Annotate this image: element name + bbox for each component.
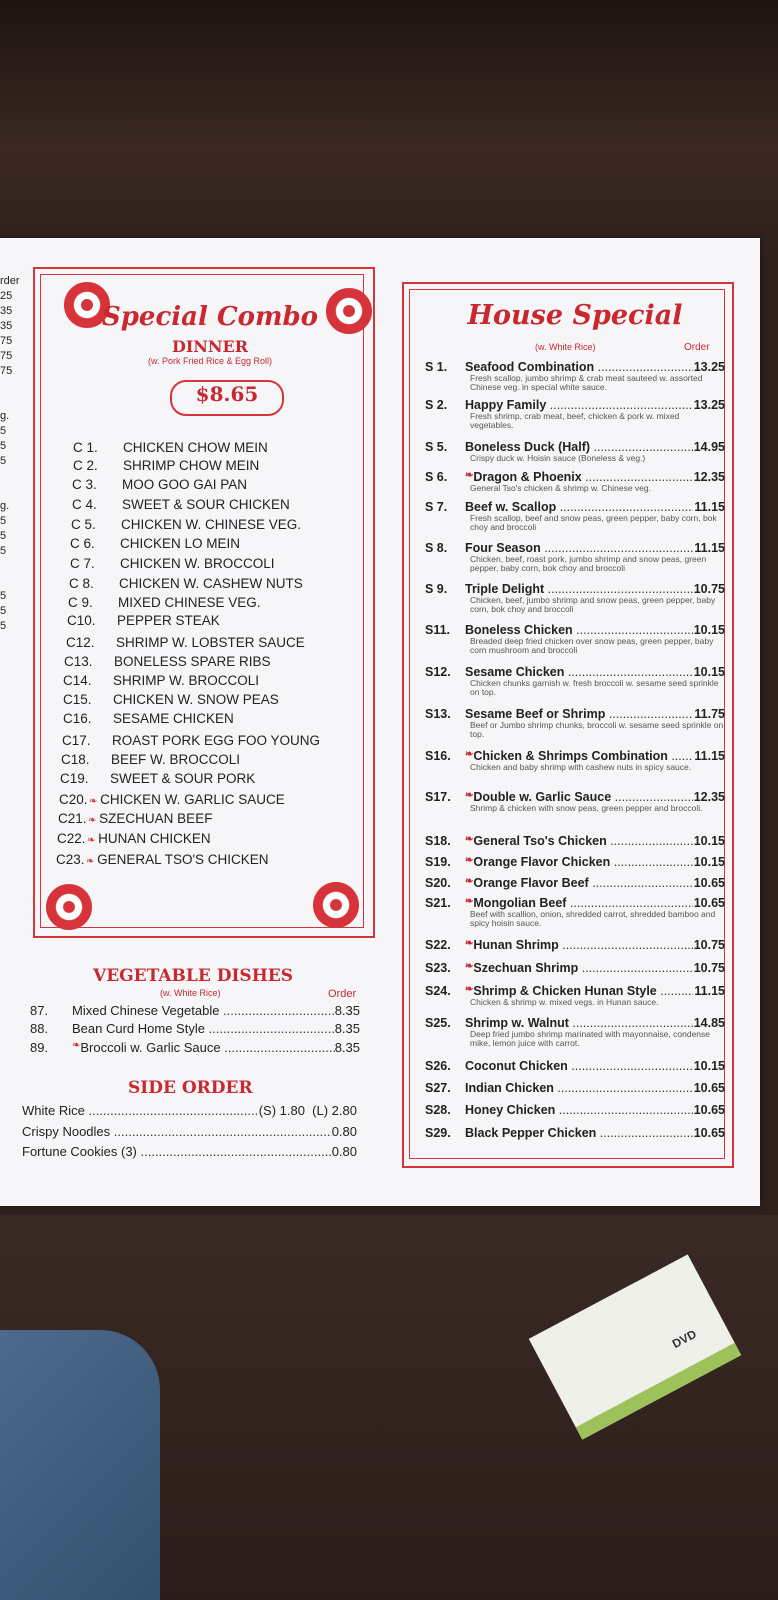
vegetable-item <box>30 1040 360 1055</box>
combo-item-name: CHICKEN W. SNOW PEAS <box>113 692 279 707</box>
house-item-price: 14.85 <box>693 1016 725 1030</box>
flower-ornament-icon <box>313 882 359 928</box>
chili-pepper-icon: ❧ <box>465 984 474 995</box>
house-item-price: 10.65 <box>693 1103 725 1117</box>
house-item-description: Shrimp & chicken with snow peas, green pepper and broccoli. <box>470 803 703 813</box>
house-item-name: Shrimp & Chicken Hunan Style ..... <box>473 984 693 998</box>
house-item <box>425 876 725 890</box>
house-item-name: Orange Flavor Beef ..... <box>473 876 692 890</box>
edge-fragment: 5 <box>0 425 7 437</box>
house-item <box>425 896 725 928</box>
house-item-code: S13. <box>425 707 451 721</box>
house-item-code: S 8. <box>425 541 448 555</box>
house-item-price: 10.75 <box>693 582 725 596</box>
house-item-header <box>425 665 725 679</box>
house-item-name: Boneless Duck (Half) ..... <box>465 440 693 454</box>
combo-item <box>63 711 234 726</box>
combo-item-code: C22. <box>57 831 86 846</box>
house-item <box>425 398 725 430</box>
left-page-fragment <box>0 275 20 635</box>
house-item-header <box>425 1103 725 1117</box>
combo-item-name: CHICKEN W. GARLIC SAUCE <box>100 792 285 807</box>
house-item-name: Honey Chicken ..... <box>465 1103 693 1117</box>
edge-fragment: 75 <box>0 350 13 362</box>
edge-fragment <box>0 395 20 410</box>
combo-item-name: GENERAL TSO'S CHICKEN <box>97 852 269 867</box>
house-item-name: Orange Flavor Chicken ..... <box>473 855 692 869</box>
edge-fragment: 5 <box>0 530 7 542</box>
combo-item <box>67 613 220 628</box>
house-item <box>425 790 725 813</box>
side-item-name: White Rice ..... <box>22 1103 259 1118</box>
house-item-description: Deep fried jumbo shrimp marinated with mayonnaise, condense mike, lemon juice with carrot. <box>470 1029 711 1048</box>
combo-item-code: C17. <box>62 733 91 748</box>
edge-fragment: 5 <box>0 545 7 557</box>
house-item <box>425 938 725 952</box>
chili-pepper-icon: ❧ <box>465 961 474 972</box>
house-item-code: S 5. <box>425 440 448 454</box>
house-item <box>425 582 725 614</box>
house-item-code: S 7. <box>425 500 448 514</box>
house-item-name: Seafood Combination ..... <box>465 360 693 374</box>
combo-item <box>73 458 259 473</box>
house-item <box>425 500 725 532</box>
chili-pepper-icon: ❧ <box>72 1040 81 1051</box>
house-item-code: S16. <box>425 749 451 763</box>
house-item-price: 10.75 <box>693 938 725 952</box>
combo-item-code: C 3. <box>72 477 97 492</box>
combo-item-code: C20. <box>59 792 88 807</box>
house-item-code: S20. <box>425 876 451 890</box>
combo-item-code: C16. <box>63 711 92 726</box>
house-item-code: S 6. <box>425 470 448 484</box>
edge-fragment: 75 <box>0 365 13 377</box>
house-item-code: S27. <box>425 1081 451 1095</box>
house-order-label: Order <box>684 342 710 353</box>
house-item <box>425 1081 725 1095</box>
house-item-code: S11. <box>425 623 451 637</box>
house-item-name: Mongolian Beef ..... <box>473 896 692 910</box>
house-item-header <box>425 938 725 952</box>
edge-fragment: 35 <box>0 305 13 317</box>
combo-item-name: SHRIMP W. LOBSTER SAUCE <box>116 635 305 650</box>
edge-fragment: 25 <box>0 290 13 302</box>
house-item <box>425 834 725 848</box>
chili-pepper-icon: ❧ <box>465 470 474 481</box>
jeans-fabric <box>0 1330 160 1600</box>
side-item-price: (S) 1.80 (L) 2.80 <box>258 1103 357 1118</box>
house-item <box>425 961 725 975</box>
edge-fragment: 5 <box>0 455 7 467</box>
house-item-description: General Tso's chicken & shrimp w. Chinese veg. <box>470 483 651 493</box>
combo-item-code: C21. <box>58 811 87 826</box>
combo-item-code: C18. <box>61 752 90 767</box>
house-item-header <box>425 855 725 869</box>
edge-fragment: 75 <box>0 335 13 347</box>
house-item-header <box>425 1081 725 1095</box>
house-item-name: Szechuan Shrimp ..... <box>473 961 692 975</box>
house-item <box>425 541 725 573</box>
combo-includes: (w. Pork Fried Rice & Egg Roll) <box>147 356 273 366</box>
combo-item <box>71 517 301 532</box>
house-item-code: S25. <box>425 1016 451 1030</box>
house-item-name: Boneless Chicken ..... <box>465 623 693 637</box>
house-item <box>425 707 725 739</box>
house-item-description: Chicken & shrimp w. mixed vegs. in Hunan sauce. <box>470 997 659 1007</box>
house-item-price: 10.75 <box>693 961 725 975</box>
combo-item-name: PEPPER STEAK <box>117 613 220 628</box>
house-item-code: S17. <box>425 790 451 804</box>
house-item-name: Beef w. Scallop ..... <box>465 500 693 514</box>
house-item-price: 12.35 <box>693 470 725 484</box>
house-item-name: Coconut Chicken ..... <box>465 1059 693 1073</box>
combo-item-name: CHICKEN CHOW MEIN <box>123 440 268 455</box>
house-item-header <box>425 961 725 975</box>
house-item-price: 10.65 <box>693 1126 725 1140</box>
combo-item <box>59 792 285 807</box>
house-title: House Special <box>467 300 683 331</box>
combo-item <box>73 440 268 455</box>
combo-item-name: CHICKEN W. CASHEW NUTS <box>119 576 303 591</box>
side-item-price: 0.80 <box>331 1144 357 1159</box>
vegetable-item-price: 8.35 <box>334 1021 360 1036</box>
house-item-code: S21. <box>425 896 451 910</box>
house-item-name: Indian Chicken ..... <box>465 1081 693 1095</box>
vegetable-item-name: Mixed Chinese Vegetable ..... <box>72 1003 335 1018</box>
flower-ornament-icon <box>46 884 92 930</box>
vegetable-item-number: 88. <box>30 1021 49 1036</box>
house-item-code: S22. <box>425 938 451 952</box>
combo-item-name: BONELESS SPARE RIBS <box>114 654 271 669</box>
combo-item-name: SWEET & SOUR PORK <box>110 771 256 786</box>
chili-pepper-icon: ❧ <box>86 856 98 867</box>
house-item <box>425 1126 725 1140</box>
vegetable-title: VEGETABLE DISHES <box>93 966 293 986</box>
vegetable-order-label: Order <box>328 988 357 1000</box>
combo-item-code: C 2. <box>73 458 98 473</box>
combo-item <box>70 536 240 551</box>
edge-fragment <box>0 485 20 500</box>
edge-fragment: 35 <box>0 320 13 332</box>
combo-item-code: C 6. <box>70 536 95 551</box>
chili-pepper-icon: ❧ <box>465 790 474 801</box>
house-item-code: S18. <box>425 834 451 848</box>
combo-item <box>72 497 290 512</box>
edge-fragment: 5 <box>0 620 7 632</box>
combo-item-name: CHICKEN W. BROCCOLI <box>120 556 275 571</box>
vegetable-note: (w. White Rice) <box>160 988 221 998</box>
house-item-description: Beef with scallion, onion, shredded carrot, shredded bamboo and spicy hoisin sauce. <box>470 909 716 928</box>
combo-item-name: SWEET & SOUR CHICKEN <box>122 497 290 512</box>
side-item <box>22 1124 357 1139</box>
house-item-code: S12. <box>425 665 451 679</box>
house-item-code: S19. <box>425 855 451 869</box>
house-item-price: 14.95 <box>693 440 725 454</box>
house-item <box>425 440 725 463</box>
combo-item <box>70 556 275 571</box>
combo-item-code: C 1. <box>73 440 98 455</box>
house-item <box>425 855 725 869</box>
edge-fragment: rder <box>0 275 20 287</box>
combo-item <box>66 635 305 650</box>
house-item-header <box>425 834 725 848</box>
house-item-header <box>425 398 725 412</box>
chili-pepper-icon: ❧ <box>88 815 100 826</box>
combo-item <box>69 576 303 591</box>
house-item <box>425 1103 725 1117</box>
house-item-price: 10.65 <box>693 876 725 890</box>
combo-item-name: CHICKEN LO MEIN <box>120 536 241 551</box>
house-item-price: 11.15 <box>694 500 725 514</box>
house-item <box>425 623 725 655</box>
house-item-price: 13.25 <box>693 398 725 412</box>
edge-fragment <box>0 470 20 485</box>
house-item-header <box>425 1059 725 1073</box>
house-item-name: Chicken & Shrimps Combination ..... <box>473 749 693 763</box>
house-item-name: General Tso's Chicken ..... <box>473 834 692 848</box>
house-item-price: 11.75 <box>694 707 725 721</box>
house-item-price: 12.35 <box>693 790 725 804</box>
chili-pepper-icon: ❧ <box>89 796 101 807</box>
house-item <box>425 1059 725 1073</box>
house-item-price: 10.65 <box>693 896 725 910</box>
house-item-price: 10.65 <box>693 1081 725 1095</box>
house-item-code: S 1. <box>425 360 448 374</box>
house-item-code: S28. <box>425 1103 451 1117</box>
side-item-name: Fortune Cookies (3) ..... <box>22 1144 332 1159</box>
house-item-price: 10.15 <box>693 623 725 637</box>
combo-item <box>63 673 259 688</box>
combo-price-badge: $8.65 <box>170 380 284 416</box>
chili-pepper-icon: ❧ <box>465 876 474 887</box>
house-item-name: Hunan Shrimp ..... <box>473 938 692 952</box>
house-item-name: Shrimp w. Walnut ..... <box>465 1016 693 1030</box>
house-item-header <box>425 360 725 374</box>
house-item-name: Dragon & Phoenix ..... <box>473 470 692 484</box>
house-item-header <box>425 984 725 998</box>
combo-item-name: SESAME CHICKEN <box>113 711 234 726</box>
chili-pepper-icon: ❧ <box>465 834 474 845</box>
house-item-price: 10.15 <box>693 1059 725 1073</box>
combo-item-name: SHRIMP CHOW MEIN <box>123 458 260 473</box>
combo-item-code: C15. <box>63 692 92 707</box>
combo-item-code: C 4. <box>72 497 97 512</box>
vegetable-item-price: 8.35 <box>334 1040 360 1055</box>
house-item-description: Fresh shrimp, crab meat, beef, chicken & pork w. mixed vegetables. <box>470 411 680 430</box>
house-item-name: Happy Family ..... <box>465 398 693 412</box>
house-item-description: Fresh scallop, jumbo shrimp & crab meat sauteed w. assorted Chinese veg. in special white sauce. <box>470 373 703 392</box>
combo-item <box>57 831 211 846</box>
combo-item-name: MOO GOO GAI PAN <box>122 477 248 492</box>
house-item-header <box>425 896 725 910</box>
combo-item <box>63 692 279 707</box>
combo-item-code: C14. <box>63 673 92 688</box>
edge-fragment: g. <box>0 410 10 422</box>
house-item-name: Sesame Beef or Shrimp ..... <box>465 707 693 721</box>
house-item-description: Chicken, beef, roast pork, jumbo shrimp and snow peas, green pepper, baby corn, bok choy and broccoli <box>470 554 707 573</box>
house-item-header <box>425 623 725 637</box>
combo-item-code: C 5. <box>71 517 96 532</box>
house-item-code: S 9. <box>425 582 448 596</box>
house-item-name: Black Pepper Chicken ..... <box>465 1126 693 1140</box>
house-item-code: S 2. <box>425 398 448 412</box>
house-item-header <box>425 1016 725 1030</box>
chili-pepper-icon: ❧ <box>465 749 474 760</box>
combo-item <box>61 752 240 767</box>
edge-fragment: g. <box>0 500 10 512</box>
house-item-code: S26. <box>425 1059 451 1073</box>
house-item-description: Chicken chunks garnish w. fresh broccoli w. sesame seed sprinkle on top. <box>470 678 719 697</box>
background-top <box>0 0 778 250</box>
vegetable-item <box>30 1003 360 1018</box>
house-item-header <box>425 1126 725 1140</box>
vegetable-item-number: 89. <box>30 1040 49 1055</box>
edge-fragment <box>0 560 20 575</box>
vegetable-item-price: 8.35 <box>334 1003 360 1018</box>
house-item-header <box>425 790 725 804</box>
combo-item-code: C19. <box>60 771 89 786</box>
house-item <box>425 984 725 1007</box>
combo-item-name: ROAST PORK EGG FOO YOUNG <box>112 733 321 748</box>
edge-fragment: 5 <box>0 605 7 617</box>
house-item-price: 11.15 <box>694 749 725 763</box>
combo-item-code: C13. <box>64 654 93 669</box>
house-item <box>425 749 725 772</box>
house-item-header <box>425 470 725 484</box>
combo-title: Special Combo <box>101 302 319 332</box>
house-item-header <box>425 541 725 555</box>
side-item <box>22 1144 357 1159</box>
house-item-description: Fresh scallop, beef and snow peas, green pepper, baby corn, bok choy and broccoli <box>470 513 717 532</box>
house-item-name: Triple Delight ..... <box>465 582 693 596</box>
house-item-description: Chicken, beef, jumbo shrimp and snow peas, green pepper, baby corn, bok choy and broccoli <box>470 595 716 614</box>
house-item <box>425 470 725 493</box>
house-item-name: Four Season ..... <box>465 541 693 555</box>
combo-item-code: C 7. <box>70 556 95 571</box>
house-item-description: Crispy duck w. Hoisin sauce (Boneless & veg.) <box>470 453 646 463</box>
chili-pepper-icon: ❧ <box>87 835 99 846</box>
edge-fragment: 5 <box>0 440 7 452</box>
house-item-name: Double w. Garlic Sauce ..... <box>473 790 692 804</box>
house-item-description: Breaded deep fried chicken over snow peas, green pepper, baby corn mushroom and broccoli <box>470 636 714 655</box>
house-item <box>425 360 725 392</box>
dvd-label: DVD <box>669 1326 699 1352</box>
edge-fragment <box>0 575 20 590</box>
house-item <box>425 1016 725 1048</box>
vegetable-item-name: Broccoli w. Garlic Sauce ..... <box>80 1040 334 1055</box>
house-item-price: 13.25 <box>693 360 725 374</box>
combo-item-name: CHICKEN W. CHINESE VEG. <box>121 517 302 532</box>
combo-item-code: C12. <box>66 635 95 650</box>
house-item-price: 11.15 <box>694 984 725 998</box>
house-item-price: 10.15 <box>693 834 725 848</box>
combo-item <box>58 811 212 826</box>
combo-item-name: HUNAN CHICKEN <box>98 831 211 846</box>
combo-item-code: C 8. <box>69 576 94 591</box>
combo-item <box>64 654 271 669</box>
house-item-code: S23. <box>425 961 451 975</box>
house-item-header <box>425 582 725 596</box>
house-item-description: Chicken and baby shrimp with cashew nuts in spicy sauce. <box>470 762 692 772</box>
vegetable-item-name: Bean Curd Home Style ..... <box>72 1021 335 1036</box>
house-item-price: 10.15 <box>693 855 725 869</box>
house-item-header <box>425 876 725 890</box>
side-item-name: Crispy Noodles ..... <box>22 1124 332 1139</box>
vegetable-item <box>30 1021 360 1036</box>
house-note: (w. White Rice) <box>535 342 596 352</box>
combo-item <box>68 595 261 610</box>
combo-item-code: C23. <box>56 852 85 867</box>
combo-item-code: C 9. <box>68 595 93 610</box>
combo-item-name: SZECHUAN BEEF <box>99 811 213 826</box>
house-item-code: S29. <box>425 1126 451 1140</box>
edge-fragment: 5 <box>0 590 7 602</box>
combo-item <box>62 733 320 748</box>
combo-item-code: C10. <box>67 613 96 628</box>
house-item-name: Sesame Chicken ..... <box>465 665 693 679</box>
chili-pepper-icon: ❧ <box>465 855 474 866</box>
house-item <box>425 665 725 697</box>
combo-item-name: MIXED CHINESE VEG. <box>118 595 261 610</box>
combo-item-name: SHRIMP W. BROCCOLI <box>113 673 260 688</box>
house-item-description: Beef or Jumbo shrimp chunks, broccoli w. sesame seed sprinkle on top. <box>470 720 724 739</box>
house-item-price: 11.15 <box>694 541 725 555</box>
side-item <box>22 1103 357 1118</box>
combo-subtitle: DINNER <box>171 337 249 356</box>
chili-pepper-icon: ❧ <box>465 938 474 949</box>
combo-item <box>56 852 269 867</box>
house-item-header <box>425 749 725 763</box>
combo-item <box>60 771 255 786</box>
combo-item-name: BEEF W. BROCCOLI <box>111 752 241 767</box>
chili-pepper-icon: ❧ <box>465 896 474 907</box>
house-item-code: S24. <box>425 984 451 998</box>
side-title: SIDE ORDER <box>128 1078 253 1098</box>
side-item-price: 0.80 <box>331 1124 357 1139</box>
house-item-header <box>425 707 725 721</box>
vegetable-item-number: 87. <box>30 1003 49 1018</box>
house-item-header <box>425 500 725 514</box>
edge-fragment <box>0 380 20 395</box>
house-item-header <box>425 440 725 454</box>
combo-item <box>72 477 247 492</box>
edge-fragment: 5 <box>0 515 7 527</box>
house-item-price: 10.15 <box>693 665 725 679</box>
